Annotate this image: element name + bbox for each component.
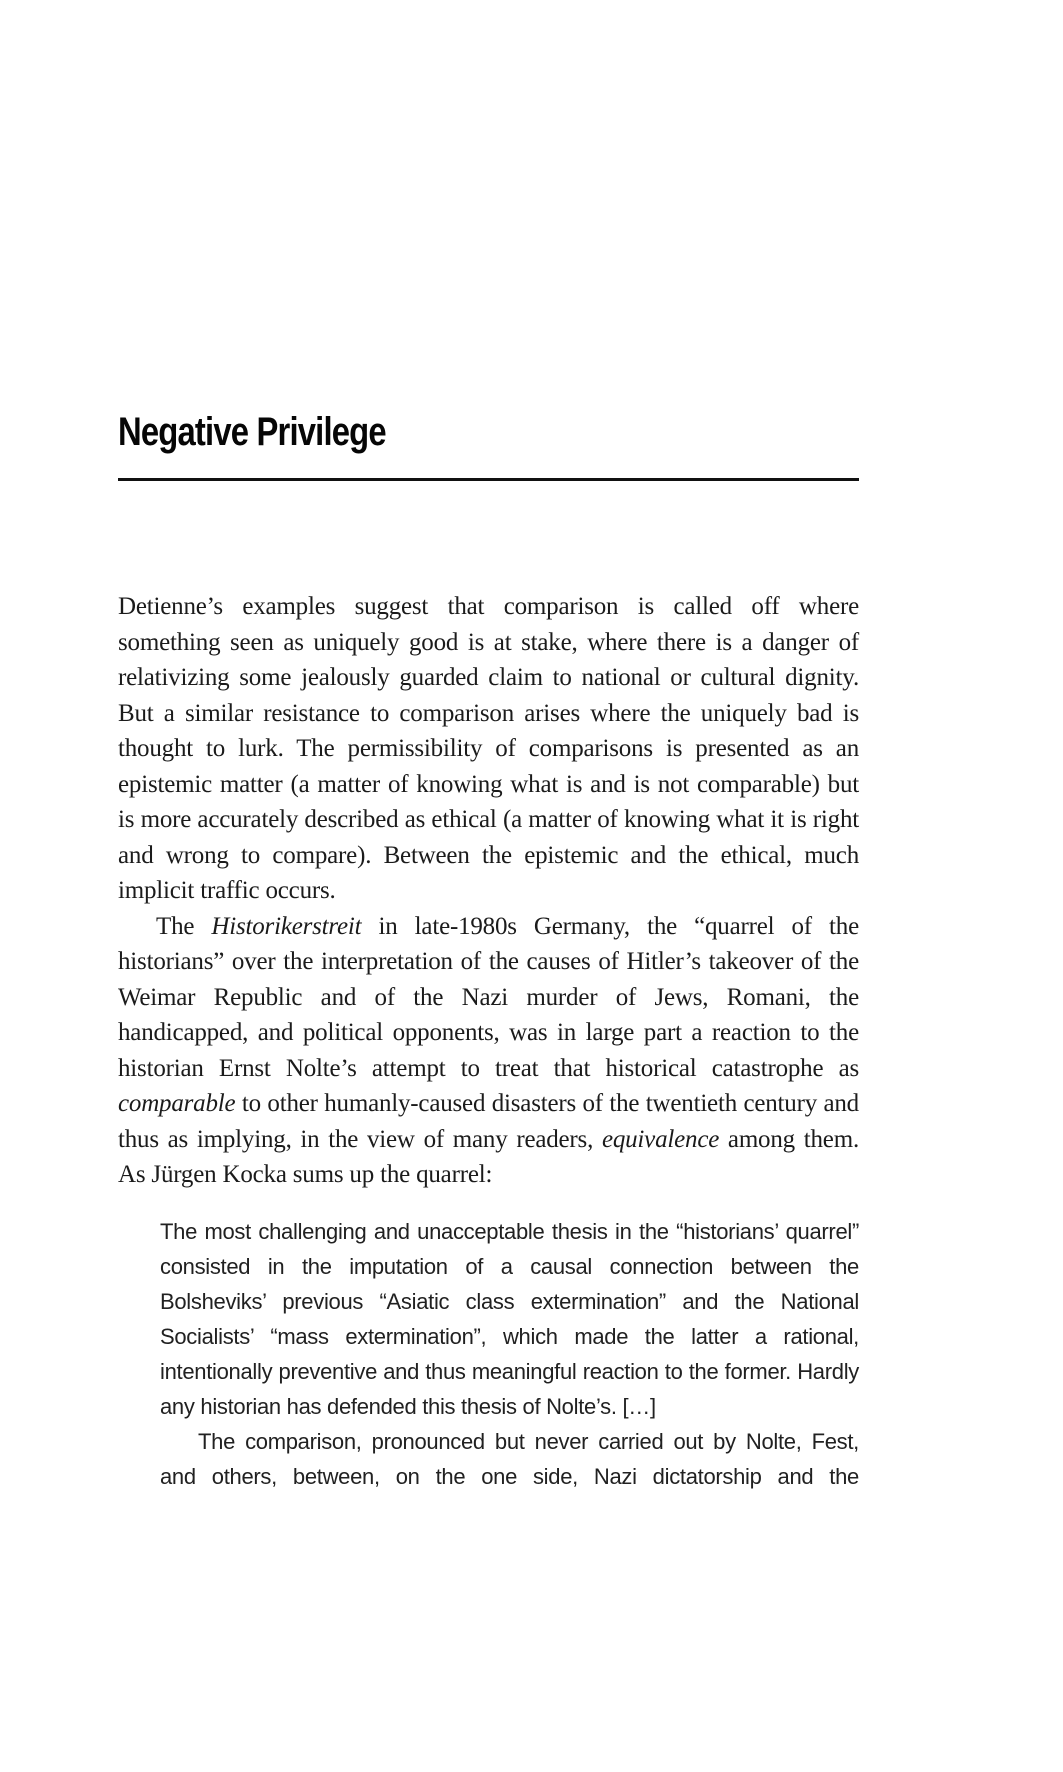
- body-paragraph-1: Detienne’s examples suggest that comparison is called off where something seen as uniquely good is at stake, where there is a danger of relativizing some jealously guarded claim to national or cultural dignity. But a similar resistance to comparison arises where the uniquely bad is thought to lurk. The permissibility of comparisons is presented as an epistemic matter (a matter of knowing what is and is not comparable) but is more accurately described as ethical (a matter of knowing what it is right and wrong to compare). Between the epistemic and the ethical, much implicit traffic occurs.: [118, 593, 859, 904]
- body-paragraph-2: The Historikerstreit in late-1980s Germany, the “quarrel of the historians” over the interpretation of the causes of Hitler’s takeover of the Weimar Republic and of the Nazi murder of Jews, Romani, the handicapped, and political opponents, was in large part a reaction to the historian Ernst Nolte’s attempt to treat that historical catastrophe as comparable to other humanly-caused disasters of the twentieth century and thus as implying, in the view of many readers, equivalence among them. As Jürgen Kocka sums up the quarrel:: [118, 912, 859, 1188]
- quote-paragraph-1: The most challenging and unacceptable thesis in the “historians’ quarrel” consisted in the imputation of a causal connection between the Bolsheviks’ previous “Asiatic class extermination” and the National Socialists’ “mass extermination”, which made the latter a rational, intentionally preventive and thus meaningful reaction to the former. Hardly any historian has defended this thesis of Nolte’s. […]: [160, 1218, 859, 1419]
- chapter-title: Negative Privilege: [118, 410, 386, 454]
- quote-paragraph-2: The comparison, pronounced but never carried out by Nolte, Fest, and others, between, on the one side, Nazi dictatorship and the: [160, 1428, 859, 1489]
- block-quote: [160, 1214, 859, 1494]
- text-column: [118, 589, 859, 1494]
- title-rule-divider: [118, 478, 859, 481]
